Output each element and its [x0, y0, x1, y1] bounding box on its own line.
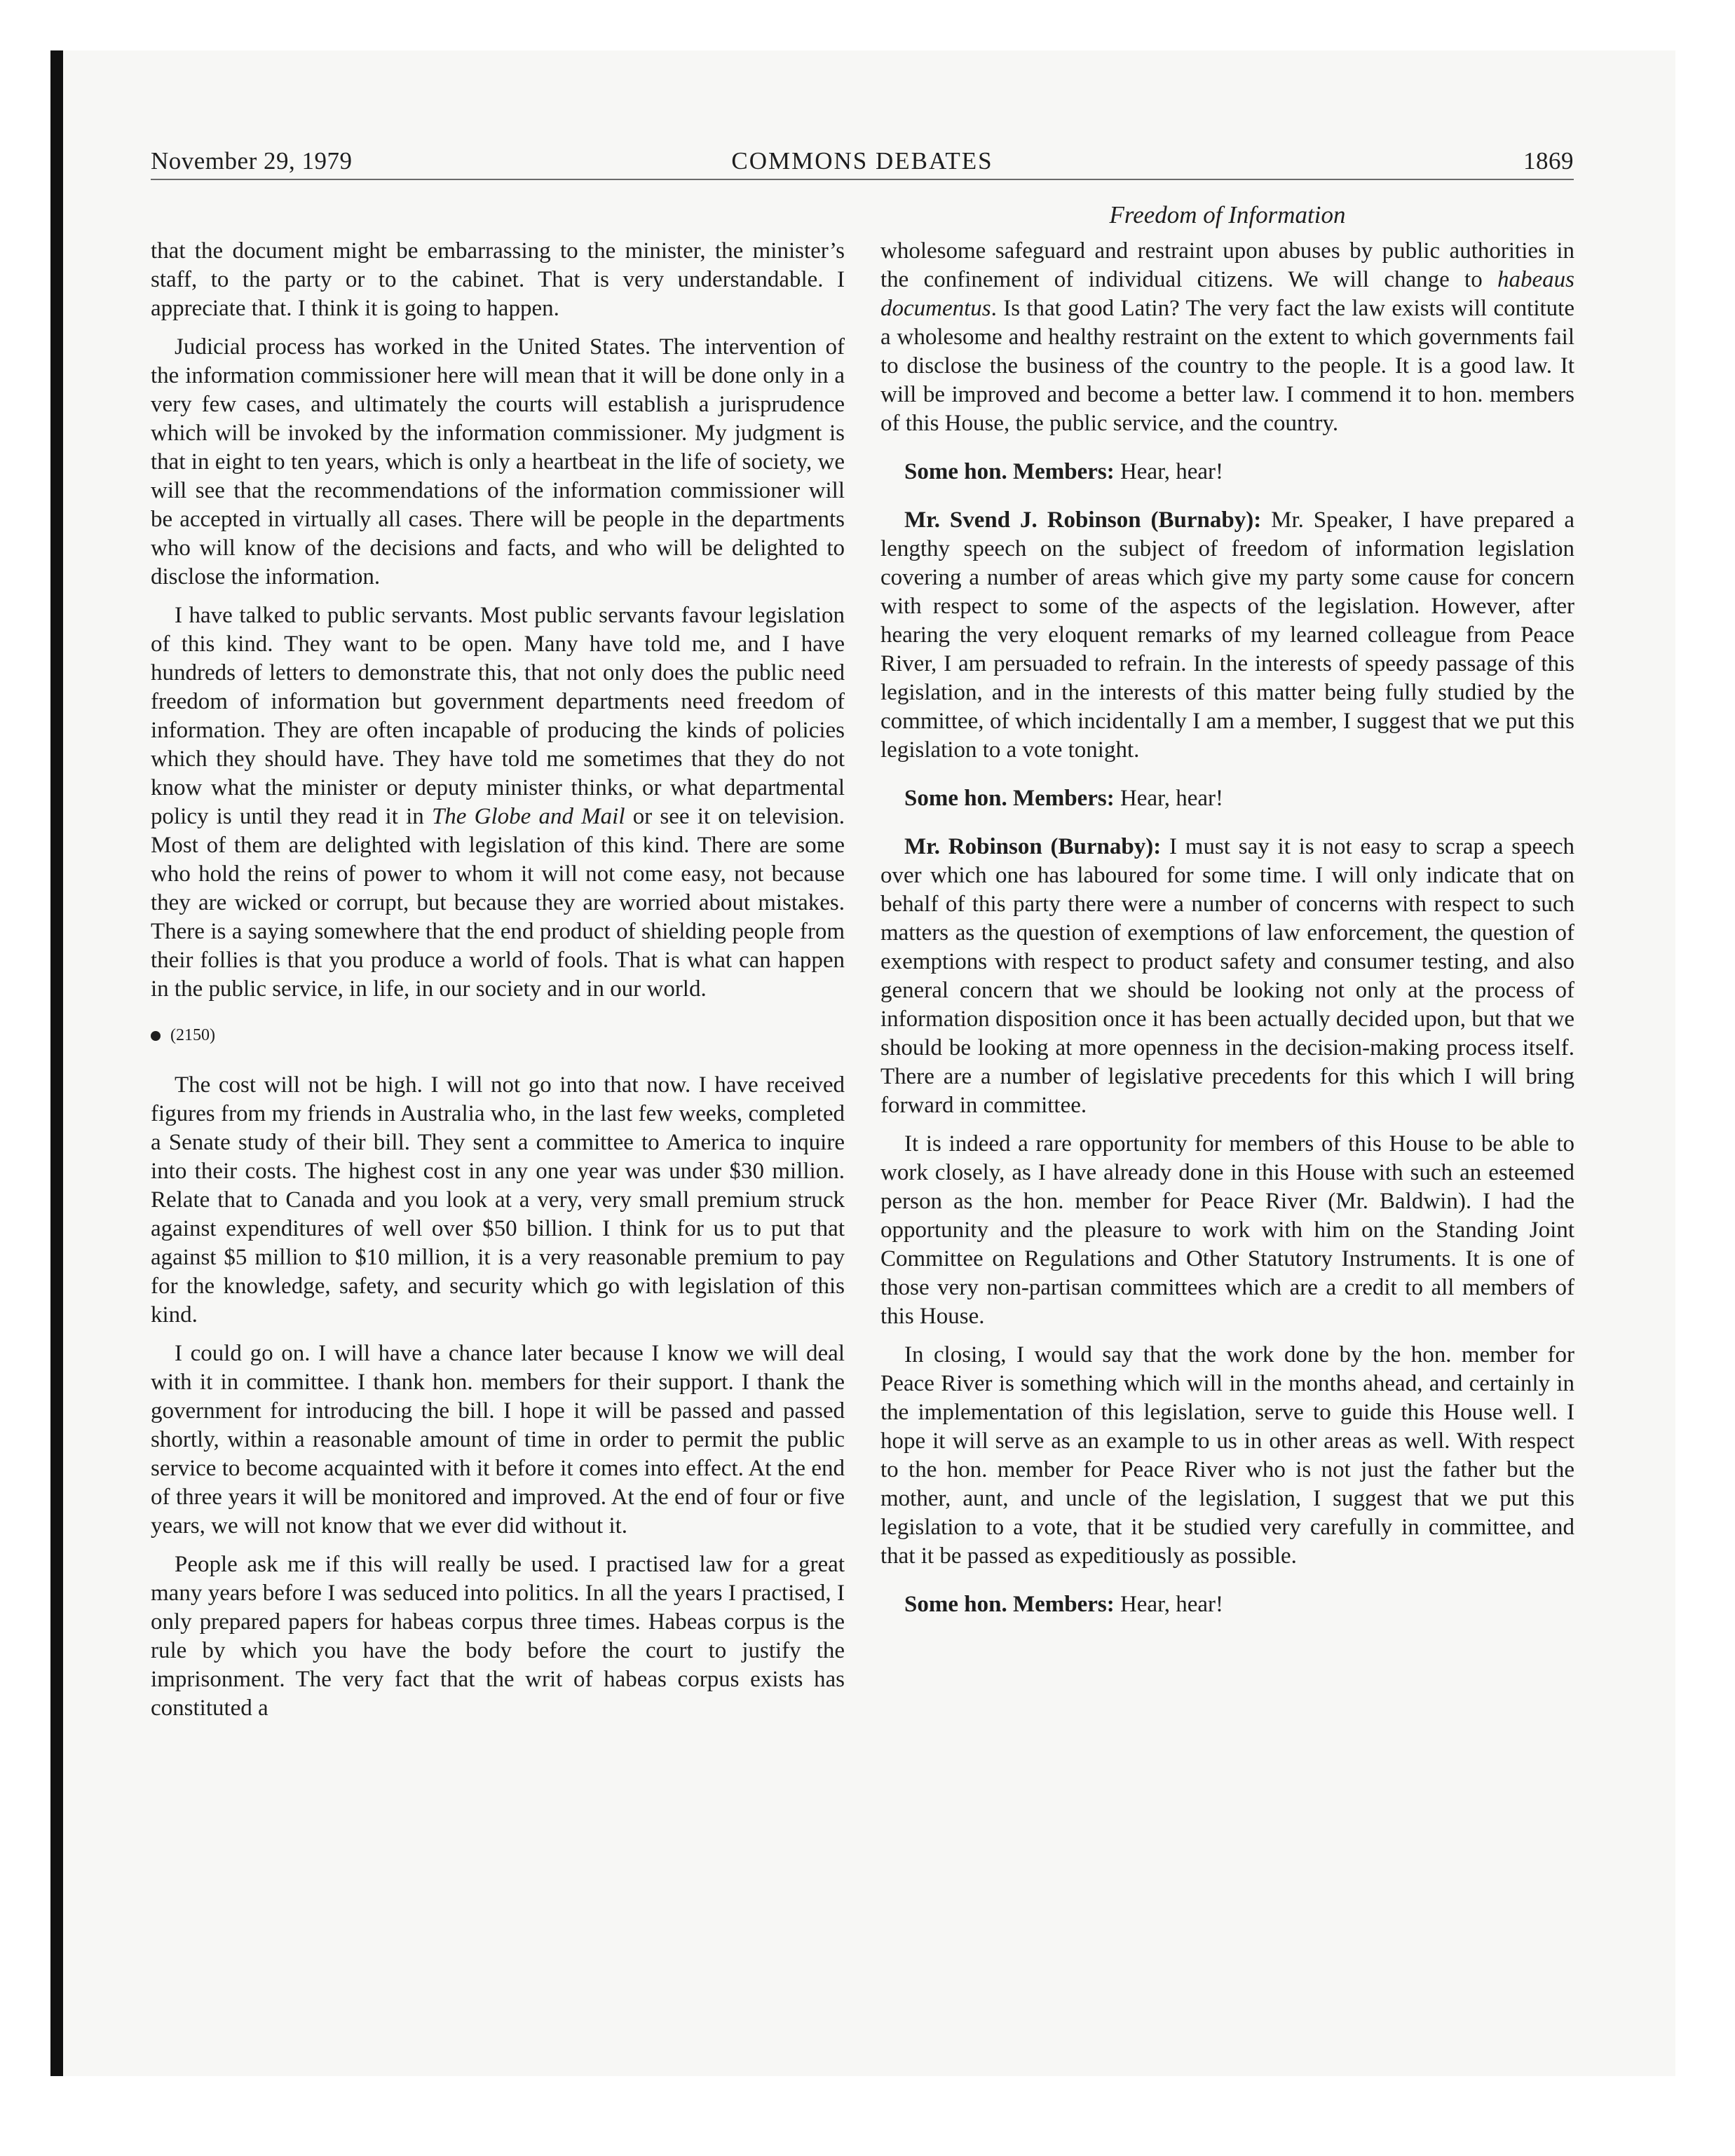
- paragraph-text: . Is that good Latin? The very fact the law exists will contitute a wholesome and healthy restraint on the extent to which governments fail to disclose the business of the country to the people. It is a good law. It will be improved and become a better law. I commend it to hon. members of this House, the public service, and the country.: [880, 296, 1574, 436]
- paragraph: It is indeed a rare opportunity for members of this House to be able to work closely, as I have already done in this House with such an esteemed person as the hon. member for Peace River (Mr. Baldwin). I had the opportunity and the pleasure to work with him on the Standing Joint Committee on Regulations and Other Statutory Instruments. It is one of those very non-partisan committees which are a credit to all members of this House.: [880, 1131, 1574, 1329]
- time-marker: [151, 1023, 845, 1047]
- header-date: November 29, 1979: [151, 147, 353, 175]
- interjection-text: Hear, hear!: [1114, 1592, 1224, 1617]
- left-column: [151, 237, 845, 1733]
- speaker-name: Some hon. Members:: [904, 1592, 1115, 1617]
- latin-phrase: habeaus documentus: [880, 267, 1574, 321]
- section-title: Freedom of Information: [1109, 201, 1346, 228]
- paragraph: [151, 601, 845, 1004]
- interjection: [880, 458, 1574, 486]
- paragraph-text: or see it on television. Most of them are delighted with legislation of this kind. There are some who hold the reins of power to whom it will not come easy, not because they are wicked or corrupt, but because they are worried about mistakes. There is a saying somewhere that the end product of shielding people from their follies is that you produce a world of fools. That is what can happen in the public service, in life, in our society and in our world.: [151, 804, 845, 1002]
- speech-paragraph: [880, 833, 1574, 1120]
- speech-text: I must say it is not easy to scrap a speech over which one has laboured for some time. I will only indicate that on behalf of this party there were a number of concerns with respect to such matters as the question of exemptions of law enforcement, the question of exemptions with respect to product safety and consumer testing, and also general concern that we should be looking not only at the process of information disposition once it has been actually decided upon, but that we should be looking at more openness in the decision-making process itself. There are a number of legislative precedents for this which I will bring forward in committee.: [880, 834, 1574, 1118]
- speech-text: Mr. Speaker, I have prepared a lengthy speech on the subject of freedom of information legislation covering a number of areas which give my party some cause for concern with respect to some of the aspects of the legislation. However, after hearing the very eloquent remarks of my learned colleague from Peace River, I am persuaded to refrain. In the interests of speedy passage of this legislation, and in the interests of this matter being fully studied by the committee, of which incidentally I am a member, I suggest that we put this legislation to a vote tonight.: [880, 507, 1574, 763]
- time-marker-text: (2150): [170, 1026, 215, 1044]
- paragraph: I could go on. I will have a chance later because I know we will deal with it in committee. I thank hon. members for their support. I thank the government for introducing the bill. I hope it will be passed and passed shortly, within a reasonable amount of time in order to permit the public service to become acquainted with it before it comes into effect. At the end of three years it will be monitored and improved. At the end of four or five years, we will not know that we ever did without it.: [151, 1341, 845, 1538]
- interjection-text: Hear, hear!: [1114, 786, 1224, 811]
- paragraph-text: wholesome safeguard and restraint upon abuses by public authorities in the confinement of individual citizens. We will change to: [880, 238, 1574, 292]
- bullet-dot-icon: [151, 1031, 161, 1041]
- paragraph-text: I have talked to public servants. Most public servants favour legislation of this kind. They want to be open. Many have told me, and I have hundreds of letters to demonstrate this, that not only does the public need freedom of information but government departments need freedom of information. They are often incapable of producing the kinds of policies which they should have. They have told me sometimes that they do not know what the minister or deputy minister thinks, or what departmental policy is until they read it in: [151, 603, 845, 829]
- interjection-text: Hear, hear!: [1114, 459, 1224, 484]
- page-header: [151, 144, 1574, 178]
- paragraph: that the document might be embarrassing to the minister, the minister’s staff, to the party or to the cabinet. That is very understandable. I appreciate that. I think it is going to happen.: [151, 238, 845, 321]
- paragraph: In closing, I would say that the work done by the hon. member for Peace River is something which will in the months ahead, and certainly in the implementation of this legislation, serve to guide this House well. I hope it will serve as an example to us in other areas as well. With respect to the hon. member for Peace River who is not just the father but the mother, aunt, and uncle of the legislation, I suggest that we put this legislation to a vote, that it be studied very carefully in committee, and that it be passed as expeditiously as possible.: [880, 1342, 1574, 1569]
- newspaper-title: The Globe and Mail: [431, 804, 625, 829]
- header-title: COMMONS DEBATES: [731, 147, 993, 175]
- paragraph: The cost will not be high. I will not go into that now. I have received figures from my friends in Australia who, in the last few weeks, completed a Senate study of their bill. They sent a committee to America to inquire into their costs. The highest cost in any one year was under $30 million. Relate that to Canada and you look at a very, very small premium struck against expenditures of well over $50 billion. I think for us to put that against $5 million to $10 million, it is a very reasonable premium to pay for the knowledge, safety, and security which go with legislation of this kind.: [151, 1072, 845, 1328]
- paragraph: Judicial process has worked in the United States. The intervention of the information commissioner here will mean that it will be done only in a very few cases, and ultimately the courts will establish a jurisprudence which will be invoked by the information commissioner. My judgment is that in eight to ten years, which is only a heartbeat in the life of society, we will see that the recommendations of the information commissioner will be accepted in virtually all cases. There will be people in the departments who will know of the decisions and facts, and who will be delighted to disclose the information.: [151, 334, 845, 589]
- header-rule: [151, 179, 1574, 180]
- speaker-name: Some hon. Members:: [904, 786, 1115, 811]
- speaker-name: Mr. Svend J. Robinson (Burnaby):: [904, 507, 1262, 533]
- speaker-name: Mr. Robinson (Burnaby):: [904, 834, 1162, 859]
- speech-paragraph: [880, 506, 1574, 765]
- paragraph: People ask me if this will really be used. I practised law for a great many years before I was seduced into politics. In all the years I practised, I only prepared papers for habeas corpus three times. Habeas corpus is the rule by which you have the body before the court to justify the imprisonment. The very fact that the writ of habeas corpus exists has constituted a: [151, 1552, 845, 1721]
- right-column: [880, 237, 1574, 1639]
- binding-edge: [50, 50, 63, 2076]
- paragraph: [880, 237, 1574, 438]
- interjection: [880, 1590, 1574, 1619]
- speaker-name: Some hon. Members:: [904, 459, 1115, 484]
- interjection: [880, 784, 1574, 813]
- page-number: 1869: [1523, 147, 1574, 175]
